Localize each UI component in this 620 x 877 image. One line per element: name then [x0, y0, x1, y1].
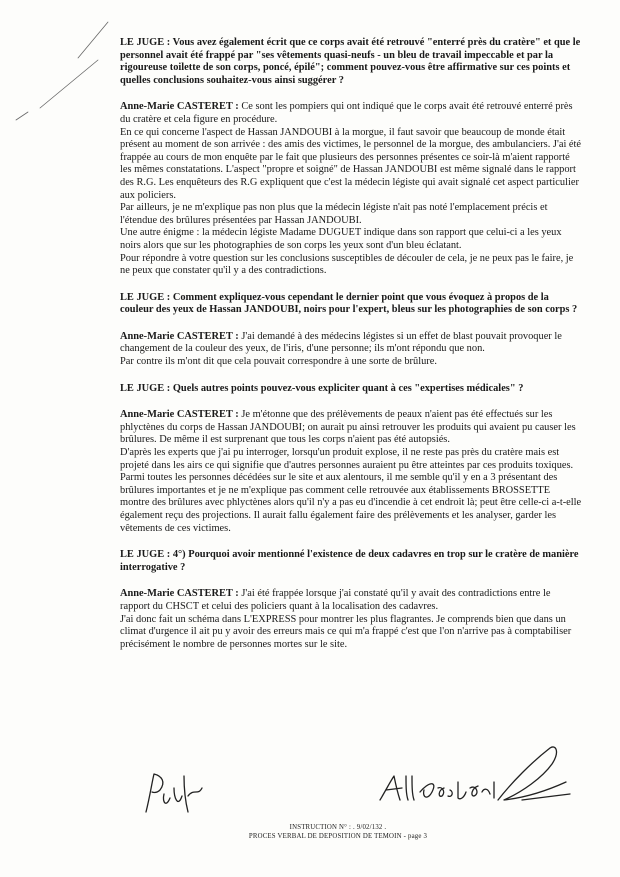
paragraph-text: Pour répondre à votre question sur les conclusions susceptibles de découler de cela, je ne peux pas le faire, je ne peux que constater qu'il y a des contradictions.	[120, 252, 574, 277]
paragraph	[120, 202, 582, 227]
paragraph	[120, 292, 582, 317]
speaker-label: LE JUGE :	[120, 291, 171, 303]
witness-answer	[120, 101, 582, 277]
paragraph	[120, 588, 582, 613]
witness-answer	[120, 331, 582, 369]
witness-answer	[120, 588, 582, 651]
paragraph	[120, 253, 582, 278]
paragraph-text: Je m'étonne que des prélèvements de peaux n'aient pas été effectués sur les phlyctènes du corps de Hassan JANDOUBI; on aurait pu ainsi retrouver les produits qui avaient pu causer les brûlures. De même il est surprenant que tous les corps n'aient pas été autopsiés.	[120, 409, 576, 446]
paragraph	[120, 37, 582, 87]
judge-question	[120, 383, 582, 396]
deposition-text	[120, 37, 582, 665]
paragraph	[120, 127, 582, 203]
judge-signature	[140, 768, 210, 818]
witness-signature	[372, 742, 572, 812]
footer-title: PROCES VERBAL DE DEPOSITION DE TEMOIN - page 3	[248, 833, 428, 840]
paragraph-text: J'ai demandé à des médecins légistes si un effet de blast pouvait provoquer le changement de la couleur des yeux, de l'iris, d'une personne; ils m'ont répondu que non.	[120, 330, 562, 355]
paragraph-text: Quels autres points pouvez-vous expliciter quant à ces "expertises médicales" ?	[172, 382, 524, 394]
paragraph-text: J'ai donc fait un schéma dans L'EXPRESS pour montrer les plus flagrantes. Je comprends bien que dans un climat d'urgence il ait pu y avoir des erreurs mais ce qui m'a frappé c'est que l'on n'arrive pas à comptabiliser précisément le nombre de personnes mortes sur le site.	[120, 613, 572, 650]
speaker-label: Anne-Marie CASTERET :	[120, 101, 239, 113]
paragraph	[120, 227, 582, 252]
paragraph-text: Parmi toutes les personnes décédées sur le site et aux alentours, il me semble qu'il y en a 3 présentant des brûlures importantes et je ne m'explique pas comment celle retrouvée aux établissements BROSSETTE montre des brûlures avec phlyctènes alors qu'il n'y a pas eu d'incendie à cet endroit là; peut être celle-ci a-t-elle également reçu des projections. Il aurait fallu également faire des prélèvements et les analyser, garder les vêtements de ces victimes.	[120, 472, 582, 534]
paragraph	[120, 409, 582, 447]
speaker-label: LE JUGE :	[120, 37, 171, 48]
paragraph-text: En ce qui concerne l'aspect de Hassan JANDOUBI à la morgue, il faut savoir que beaucoup de monde était présent au moment de son arrivée : des amis des victimes, le personnel de la morgue, des ambulanciers. J'ai été frappée au cours de mon enquête par le fait que plusieurs des personnes présentes ce soir-là m'aient rapporté les mêmes constatations. L'aspect "propre et soigné" de Hassan JANDOUBI est même signalé dans le rapport des R.G. Les enquêteurs des R.G expliquent que c'est la médecin légiste qui avait signalé cet aspect particulier aux policiers.	[120, 126, 582, 201]
judge-question	[120, 292, 582, 317]
paragraph-text: Une autre énigme : la médecin légiste Madame DUGUET indique dans son rapport que celui-ci a les yeux noirs alors que sur les photographies de son corps les yeux sont d'un bleu éclatant.	[120, 227, 562, 251]
judge-question	[120, 549, 582, 574]
paragraph-text: Vous avez également écrit que ce corps avait été retrouvé "enterré près du cratère" et que le personnel avait été frappé par "ses vêtements quasi-neufs - un bleu de travail impeccable et par la rigoureuse toilette de son corps, poncé, épilé"; comment pouvez-vous être affirmative sur ces points et quelles conclusions souhaitez-vous ainsi suggérer ?	[120, 37, 581, 86]
paragraph	[120, 331, 582, 356]
witness-answer	[120, 409, 582, 535]
paragraph-text: Par ailleurs, je ne m'explique pas non plus que la médecin légiste n'ait pas noté l'emplacement précis et l'étendue des brûlures présentées par Hassan JANDOUBI.	[120, 202, 548, 226]
instruction-number: INSTRUCTION N° : . 9/02/132 .	[289, 824, 387, 831]
paragraph-text: J'ai été frappée lorsque j'ai constaté qu'il y avait des contradictions entre le rapport du CHSCT et celui des policiers quant à la localisation des cadavres.	[120, 588, 551, 612]
speaker-label: LE JUGE : 4°)	[120, 549, 186, 561]
paragraph	[120, 472, 582, 535]
paragraph-text: Par contre ils m'ont dit que cela pouvait correspondre à une sorte de brûlure.	[120, 356, 437, 368]
judge-question	[120, 37, 582, 87]
margin-stray-lines	[0, 0, 120, 140]
paragraph-text: Ce sont les pompiers qui ont indiqué que le corps avait été retrouvé enterré près du cratère et cela figure en procédure.	[120, 101, 573, 125]
paragraph-text: Pourquoi avoir mentionné l'existence de deux cadavres en trop sur le cratère de manière interrogative ?	[120, 549, 579, 573]
paragraph-text: Comment expliquez-vous cependant le dernier point que vous évoquez à propos de la couleur des yeux de Hassan JANDOUBI, noirs pour l'expert, bleus sur les photographies de son corps ?	[120, 291, 578, 316]
paragraph	[120, 614, 582, 652]
paragraph	[120, 383, 582, 396]
page-footer	[238, 823, 438, 841]
paragraph	[120, 101, 582, 126]
paragraph-text: D'après les experts que j'ai pu interroger, lorsqu'un produit explose, il ne reste pas près du cratère mais est projeté dans les airs ce qui signifie que d'autres personnes auraient pu être atteintes par ces produits toxiques.	[120, 447, 574, 471]
paragraph	[120, 356, 582, 369]
speaker-label: LE JUGE :	[120, 382, 171, 394]
speaker-label: Anne-Marie CASTERET :	[120, 588, 239, 600]
paragraph	[120, 549, 582, 574]
speaker-label: Anne-Marie CASTERET :	[120, 330, 239, 342]
speaker-label: Anne-Marie CASTERET :	[120, 409, 239, 421]
paragraph	[120, 447, 582, 472]
